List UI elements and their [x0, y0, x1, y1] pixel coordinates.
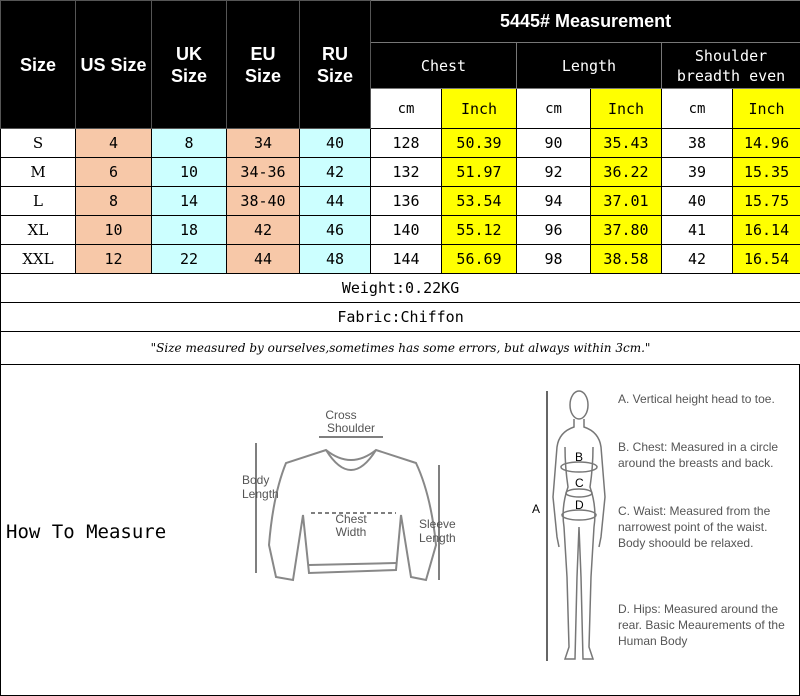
size-cell: M [1, 158, 76, 187]
length-cm-cell: 98 [517, 245, 591, 274]
us-size-cell: 6 [76, 158, 152, 187]
legend-a: A. Vertical height head to toe. [618, 392, 775, 406]
body-length-label-2: Length [242, 487, 279, 501]
disclaimer-note: "Size measured by ourselves,sometimes has some errors, but always within 3cm." [1, 332, 800, 365]
shoulder-inch-cell: 14.96 [733, 129, 800, 158]
eu-size-cell: 34-36 [227, 158, 300, 187]
shoulder-cm-cell: 39 [662, 158, 733, 187]
unit-chest-inch: Inch [442, 89, 517, 129]
legend-b: B. Chest: Measured in a circle around the breasts and back. [618, 440, 779, 470]
chest-inch-cell: 53.54 [442, 187, 517, 216]
shoulder-inch-cell: 15.35 [733, 158, 800, 187]
fabric-note: Fabric:Chiffon [1, 303, 800, 332]
us-size-cell: 4 [76, 129, 152, 158]
size-cell: XXL [1, 245, 76, 274]
header-length: Length [517, 43, 662, 89]
length-inch-cell: 36.22 [591, 158, 662, 187]
ru-size-cell: 46 [300, 216, 371, 245]
eu-size-cell: 42 [227, 216, 300, 245]
ru-size-cell: 42 [300, 158, 371, 187]
eu-size-cell: 38-40 [227, 187, 300, 216]
us-size-cell: 8 [76, 187, 152, 216]
length-inch-cell: 38.58 [591, 245, 662, 274]
chest-inch-cell: 51.97 [442, 158, 517, 187]
unit-shoulder-inch: Inch [733, 89, 800, 129]
table-row [1, 245, 800, 274]
table-row [1, 187, 800, 216]
shoulder-cm-cell: 41 [662, 216, 733, 245]
length-inch-cell: 35.43 [591, 129, 662, 158]
unit-shoulder-cm: cm [662, 89, 733, 129]
cross-shoulder-label-1: Cross [325, 408, 357, 422]
header-eu-size: EU Size [227, 1, 300, 129]
chest-cm-cell: 140 [371, 216, 442, 245]
chest-width-label-1: Chest [335, 512, 367, 526]
chest-cm-cell: 128 [371, 129, 442, 158]
size-cell: XL [1, 216, 76, 245]
shoulder-cm-cell: 42 [662, 245, 733, 274]
chest-cm-cell: 136 [371, 187, 442, 216]
measurement-title: 5445# Measurement [371, 1, 800, 43]
how-to-measure-label: How To Measure [6, 521, 167, 543]
body-figure-diagram [531, 377, 616, 677]
legend-d: D. Hips: Measured around the rear. Basic Meaurements of the Human Body [618, 602, 785, 648]
chest-inch-cell: 55.12 [442, 216, 517, 245]
body-length-label-1: Body [242, 473, 270, 487]
sweater-hem [309, 563, 396, 565]
header-chest: Chest [371, 43, 517, 89]
sleeve-length-label-1: Sleeve [419, 517, 456, 531]
length-cm-cell: 92 [517, 158, 591, 187]
uk-size-cell: 22 [152, 245, 227, 274]
uk-size-cell: 18 [152, 216, 227, 245]
shoulder-inch-cell: 16.14 [733, 216, 800, 245]
unit-length-inch: Inch [591, 89, 662, 129]
marker-c: C [575, 476, 584, 490]
header-uk-size: UK Size [152, 1, 227, 129]
header-shoulder: Shoulder breadth even [662, 43, 800, 89]
size-cell: S [1, 129, 76, 158]
shoulder-inch-cell: 15.75 [733, 187, 800, 216]
marker-d: D [575, 498, 584, 512]
marker-b: B [575, 450, 584, 464]
length-cm-cell: 90 [517, 129, 591, 158]
chest-cm-cell: 144 [371, 245, 442, 274]
shoulder-cm-cell: 40 [662, 187, 733, 216]
how-to-measure-panel [0, 364, 800, 696]
uk-size-cell: 14 [152, 187, 227, 216]
table-row [1, 129, 800, 158]
legend-c: C. Waist: Measured from the narrowest point of the waist. Body shoould be relaxed. [618, 504, 771, 550]
figure-head [570, 391, 588, 419]
header-ru-size: RU Size [300, 1, 371, 129]
chest-cm-cell: 132 [371, 158, 442, 187]
uk-size-cell: 10 [152, 158, 227, 187]
weight-note: Weight:0.22KG [1, 274, 800, 303]
shoulder-cm-cell: 38 [662, 129, 733, 158]
us-size-cell: 10 [76, 216, 152, 245]
chest-inch-cell: 50.39 [442, 129, 517, 158]
unit-chest-cm: cm [371, 89, 442, 129]
shoulder-inch-cell: 16.54 [733, 245, 800, 274]
sweater-diagram [231, 395, 471, 595]
eu-size-cell: 34 [227, 129, 300, 158]
header-us-size: US Size [76, 1, 152, 129]
sleeve-length-label-2: Length [419, 531, 456, 545]
marker-a: A [532, 502, 541, 516]
length-cm-cell: 94 [517, 187, 591, 216]
length-inch-cell: 37.80 [591, 216, 662, 245]
ru-size-cell: 44 [300, 187, 371, 216]
unit-length-cm: cm [517, 89, 591, 129]
ru-size-cell: 40 [300, 129, 371, 158]
chest-width-label-2: Width [335, 525, 367, 539]
us-size-cell: 12 [76, 245, 152, 274]
chest-inch-cell: 56.69 [442, 245, 517, 274]
ru-size-cell: 48 [300, 245, 371, 274]
eu-size-cell: 44 [227, 245, 300, 274]
size-cell: L [1, 187, 76, 216]
table-row [1, 216, 800, 245]
waist-ring [566, 489, 592, 497]
uk-size-cell: 8 [152, 129, 227, 158]
length-inch-cell: 37.01 [591, 187, 662, 216]
length-cm-cell: 96 [517, 216, 591, 245]
table-row [1, 158, 800, 187]
header-size: Size [1, 1, 76, 129]
cross-shoulder-label-2: Shoulder [326, 421, 376, 435]
